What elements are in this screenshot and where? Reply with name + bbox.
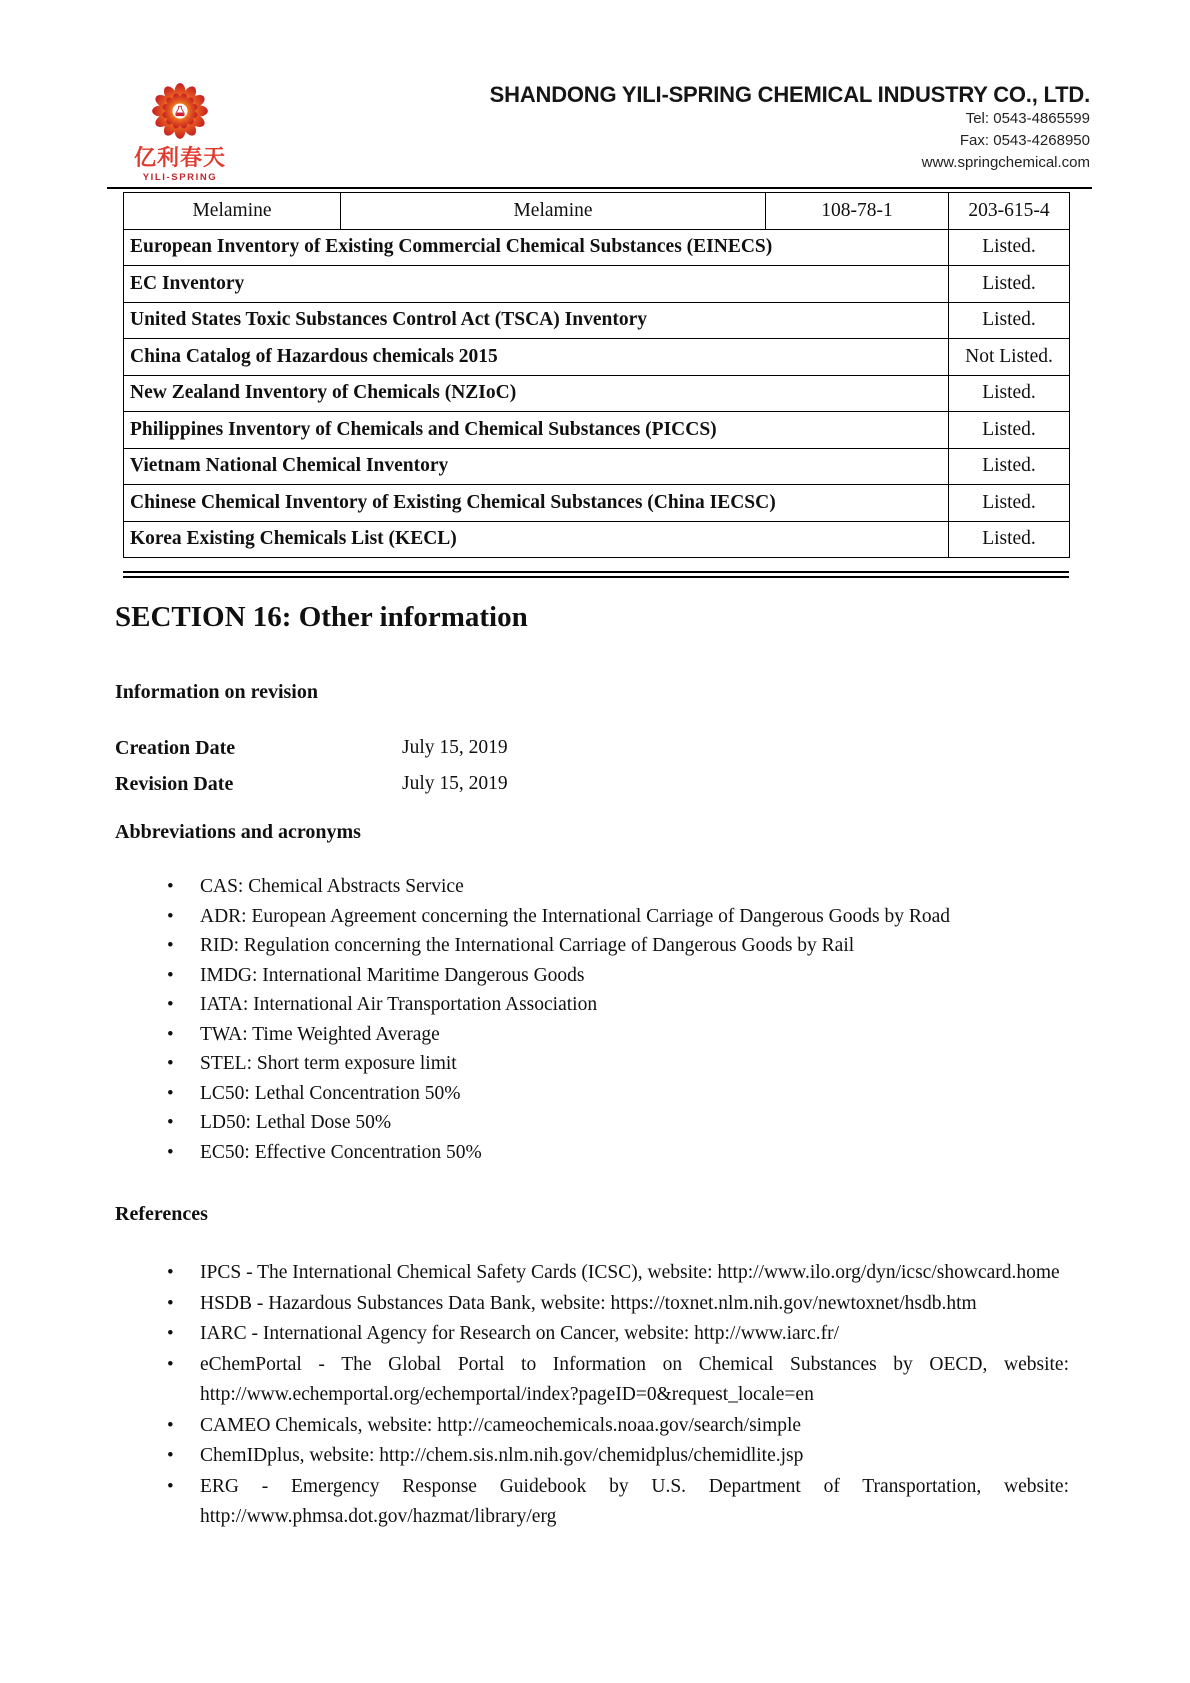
inventory-status: Listed. (949, 266, 1070, 303)
substance-name-cell: Melamine (124, 193, 341, 230)
inventory-status: Listed. (949, 485, 1070, 522)
header-divider (107, 187, 1092, 189)
revision-date-value: July 15, 2019 (402, 773, 508, 794)
inventory-name: Korea Existing Chemicals List (KECL) (124, 521, 949, 558)
inventory-name: New Zealand Inventory of Chemicals (NZIoC) (124, 375, 949, 412)
creation-date-value: July 15, 2019 (402, 737, 508, 758)
company-website: www.springchemical.com (921, 154, 1090, 171)
revision-date-label: Revision Date (115, 772, 234, 795)
creation-date-label: Creation Date (115, 736, 236, 759)
company-tel: Tel: 0543-4865599 (965, 110, 1090, 127)
list-item: • IPCS - The International Chemical Safety Cards (ICSC), website: http://www.ilo.org/dyn/icsc/showcard.home (200, 1258, 1069, 1289)
list-item: • ERG - Emergency Response Guidebook by U.S. Department of Transportation, website: http://www.phmsa.dot.gov/hazmat/library/erg (200, 1472, 1069, 1533)
table-row (124, 266, 1070, 303)
inventory-status: Listed. (949, 521, 1070, 558)
substance-synonym-cell: Melamine (341, 193, 766, 230)
inventory-name: EC Inventory (124, 266, 949, 303)
references-list (115, 1258, 1090, 1533)
inventory-name: Philippines Inventory of Chemicals and Chemical Substances (PICCS) (124, 412, 949, 449)
document-header (115, 0, 1090, 183)
company-fax: Fax: 0543-4268950 (959, 132, 1090, 149)
inventory-status: Not Listed. (949, 339, 1070, 376)
list-item: • IARC - International Agency for Research on Cancer, website: http://www.iarc.fr/ (200, 1319, 1069, 1350)
list-item: • IATA: International Air Transportation Association (200, 990, 1090, 1020)
substance-cas-cell: 108-78-1 (766, 193, 949, 230)
list-item: • ChemIDplus, website: http://chem.sis.nlm.nih.gov/chemidplus/chemidlite.jsp (200, 1441, 1069, 1472)
list-item: • CAMEO Chemicals, website: http://cameochemicals.noaa.gov/search/simple (200, 1411, 1069, 1442)
list-item: • TWA: Time Weighted Average (200, 1020, 1090, 1050)
inventory-name: Vietnam National Chemical Inventory (124, 448, 949, 485)
revision-heading: Information on revision (115, 681, 318, 703)
logo-latin-text: YILI-SPRING (142, 172, 218, 183)
list-item: • STEL: Short term exposure limit (200, 1049, 1090, 1079)
table-row (124, 302, 1070, 339)
regulatory-inventory-table (123, 192, 1070, 558)
table-row (124, 375, 1070, 412)
list-item: • LD50: Lethal Dose 50% (200, 1108, 1090, 1138)
list-item: • LC50: Lethal Concentration 50% (200, 1079, 1090, 1109)
section-divider (123, 571, 1069, 578)
table-row (124, 339, 1070, 376)
inventory-status: Listed. (949, 375, 1070, 412)
creation-date-row (115, 730, 1090, 766)
inventory-name: European Inventory of Existing Commercial Chemical Substances (EINECS) (124, 229, 949, 266)
abbreviations-list (115, 872, 1090, 1167)
substance-header-row (124, 193, 1070, 230)
company-name: SHANDONG YILI-SPRING CHEMICAL INDUSTRY CO., LTD. (489, 82, 1090, 107)
inventory-name: Chinese Chemical Inventory of Existing Chemical Substances (China IECSC) (124, 485, 949, 522)
company-logo (115, 82, 245, 183)
list-item: • RID: Regulation concerning the International Carriage of Dangerous Goods by Rail (200, 931, 1090, 961)
table-row (124, 448, 1070, 485)
table-row (124, 521, 1070, 558)
list-item: • CAS: Chemical Abstracts Service (200, 872, 1090, 902)
abbreviations-heading: Abbreviations and acronyms (115, 821, 361, 843)
revision-dates (115, 730, 1090, 802)
section-title: SECTION 16: Other information (115, 601, 528, 633)
table-row (124, 229, 1070, 266)
list-item: • IMDG: International Maritime Dangerous Goods (200, 961, 1090, 991)
table-row (124, 485, 1070, 522)
list-item: • HSDB - Hazardous Substances Data Bank, website: https://toxnet.nlm.nih.gov/newtoxnet/hsdb.htm (200, 1289, 1069, 1320)
list-item: • eChemPortal - The Global Portal to Information on Chemical Substances by OECD, website: http://www.echemportal.org/echemportal/index?pageID=0&request_locale=en (200, 1350, 1069, 1411)
references-heading: References (115, 1203, 208, 1225)
revision-date-row (115, 766, 1090, 802)
flower-flask-icon (151, 82, 209, 140)
inventory-status: Listed. (949, 229, 1070, 266)
substance-ec-cell: 203-615-4 (949, 193, 1070, 230)
list-item: • ADR: European Agreement concerning the International Carriage of Dangerous Goods by Road (200, 902, 1090, 932)
list-item: • EC50: Effective Concentration 50% (200, 1138, 1090, 1168)
inventory-name: United States Toxic Substances Control Act (TSCA) Inventory (124, 302, 949, 339)
logo-chinese-text: 亿利春天 (133, 145, 226, 170)
table-row (124, 412, 1070, 449)
inventory-status: Listed. (949, 302, 1070, 339)
inventory-status: Listed. (949, 448, 1070, 485)
company-contact-block (490, 80, 1090, 174)
inventory-name: China Catalog of Hazardous chemicals 2015 (124, 339, 949, 376)
inventory-status: Listed. (949, 412, 1070, 449)
